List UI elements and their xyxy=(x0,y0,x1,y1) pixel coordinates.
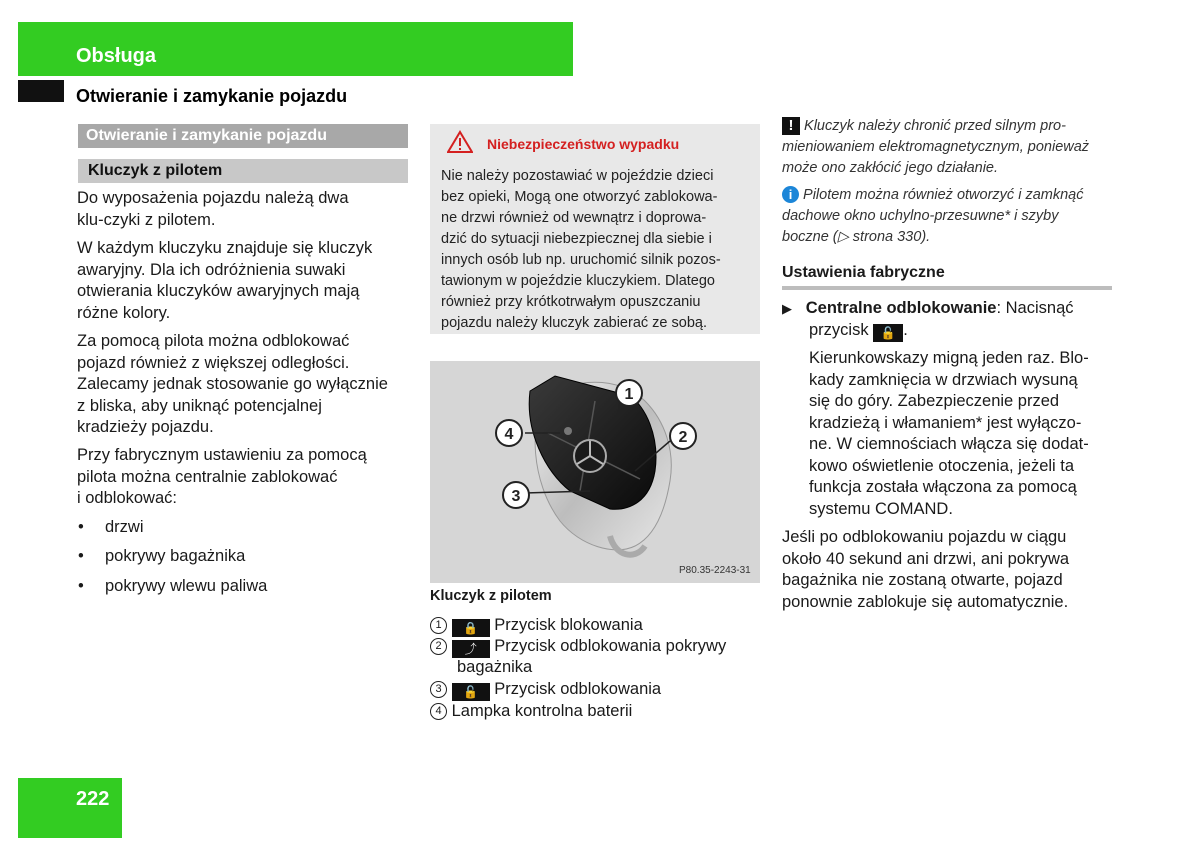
callout-number: 3 xyxy=(430,681,447,698)
paragraph-indicators xyxy=(809,348,1114,520)
bullet-icon: • xyxy=(78,518,84,536)
legend-text: Przycisk odblokowania pokrywy xyxy=(494,637,727,655)
text-line: pojazd również z większej odległości. xyxy=(77,353,350,372)
text-line: tawionym w pojeździe kluczykiem. Dlatego xyxy=(441,273,715,289)
text-line: około 40 sekund ani drzwi, ani pokrywa xyxy=(782,549,1070,568)
heading-rule xyxy=(782,286,1112,290)
text-line: dzić do sytuacji niebezpiecznej dla siebie i xyxy=(441,231,712,247)
text-line: klu-czyki z pilotem. xyxy=(77,210,216,229)
warning-triangle-icon xyxy=(447,130,473,154)
text-line: otwierania kluczyków awaryjnych mają xyxy=(77,282,360,300)
callout-3 xyxy=(503,482,529,508)
text-line: innych osób lub np. uruchomić silnik pozos- xyxy=(441,252,721,268)
list-item-text: pokrywy bagażnika xyxy=(105,547,246,565)
text-line: mieniowaniem elektromagnetycznym, ponieważ xyxy=(782,139,1090,155)
unlock-icon: 🔓 xyxy=(873,324,903,342)
warning-title: Niebezpieczeństwo wypadku xyxy=(487,136,680,152)
text-line: kradzieży pojazdu. xyxy=(77,418,214,436)
warning-text xyxy=(441,166,753,334)
header-tab-marker xyxy=(18,80,64,102)
text-line: i odblokować: xyxy=(77,489,177,507)
step-title: Centralne odblokowanie xyxy=(805,299,997,317)
text-line: Przy fabrycznym ustawieniu za pomocą xyxy=(77,446,367,464)
step-text: : Nacisnąć xyxy=(996,299,1074,317)
svg-text:4: 4 xyxy=(504,426,514,443)
text-line: awaryjny. Dla ich odróżnienia suwaki xyxy=(77,260,346,279)
text-line: Nie należy pozostawiać w pojeździe dzieci xyxy=(441,168,714,184)
text-line: różne kolory. xyxy=(77,303,171,322)
text-line: kradzieżą i włamaniem* jest wyłączo- xyxy=(809,413,1082,432)
text-line: Jeśli po odblokowaniu pojazdu w ciągu xyxy=(782,528,1067,546)
text-line: systemu COMAND. xyxy=(809,499,953,518)
paragraph-emergency-key xyxy=(77,238,407,324)
callout-number: 2 xyxy=(430,638,447,655)
text-line: dachowe okno uchylno-przesuwne* i szyby xyxy=(782,208,1059,224)
list-item xyxy=(78,576,378,598)
instruction-step xyxy=(782,298,1112,342)
text-line: może ono zakłócić jego działanie. xyxy=(782,160,999,176)
info-icon: i xyxy=(782,186,799,203)
text-line: Za pomocą pilota można odblokować xyxy=(77,332,350,350)
text-line: ne drzwi również od wewnątrz i doprowa- xyxy=(441,210,707,226)
text-line: Kluczyk należy chronić przed silnym pro- xyxy=(804,118,1066,134)
list-item xyxy=(78,517,378,539)
step-text: . xyxy=(903,320,908,339)
text-line: ne. W ciemnościach włącza się dodat- xyxy=(809,435,1089,453)
callout-1 xyxy=(616,380,642,406)
heading-bar-key: Kluczyk z pilotem xyxy=(78,159,408,183)
list-item-text: pokrywy wlewu paliwa xyxy=(105,577,268,595)
list-item-text: drzwi xyxy=(105,518,144,536)
bullet-icon: • xyxy=(78,577,84,595)
legend-item xyxy=(430,679,760,701)
text-line: kowo oświetlenie otoczenia, jeżeli ta xyxy=(809,456,1075,475)
key-figure xyxy=(430,361,760,583)
legend-item-continuation xyxy=(457,657,757,678)
text-line: Do wyposażenia pojazdu należą dwa xyxy=(77,189,349,207)
text-line: pojazdu należy kluczyk zabierać ze sobą. xyxy=(441,315,707,331)
legend-text: Lampka kontrolna baterii xyxy=(451,702,633,720)
lock-icon: 🔒 xyxy=(452,619,490,637)
text-line: ponownie zablokuje się automatycznie. xyxy=(782,592,1069,611)
svg-text:2: 2 xyxy=(678,429,688,446)
text-line: pilota można centralnie zablokować xyxy=(77,467,338,486)
legend-item xyxy=(430,615,760,637)
legend-item xyxy=(430,636,760,658)
text-line: funkcja została włączona za pomocą xyxy=(809,478,1077,496)
legend-item xyxy=(430,701,760,722)
step-arrow-icon: ▶ xyxy=(782,301,792,316)
paragraph-keys xyxy=(77,188,407,231)
legend-text: Przycisk blokowania xyxy=(494,616,643,634)
page-number: 222 xyxy=(76,788,110,810)
remote-key-illustration xyxy=(430,361,760,583)
step-text: przycisk xyxy=(809,320,869,339)
text-line: Kierunkowskazy migną jeden raz. Blo- xyxy=(809,349,1089,367)
note-caution xyxy=(782,116,1112,179)
text-line: się do góry. Zabezpieczenie przed xyxy=(809,392,1060,410)
paragraph-auto-relock xyxy=(782,527,1122,613)
callout-2 xyxy=(670,423,696,449)
text-line: bez opieki, Mogą one otworzyć zablokowa- xyxy=(441,189,718,205)
svg-text:1: 1 xyxy=(624,386,634,403)
paragraph-factory-setting xyxy=(77,445,407,510)
text-line: również przy krótkotrwałym opuszczaniu xyxy=(441,294,701,310)
trunk-icon: ⤴ xyxy=(452,640,490,658)
text-line: z bliska, aby uniknąć potencjalnej xyxy=(77,396,322,415)
callout-4 xyxy=(496,420,522,446)
factory-settings-heading: Ustawienia fabryczne xyxy=(782,264,945,281)
text-line: kady zamknięcia w drzwiach wysuną xyxy=(809,370,1078,389)
legend-text: bagażnika xyxy=(457,658,533,676)
section-title: Obsługa xyxy=(76,45,157,67)
heading-bar-main: Otwieranie i zamykanie pojazdu xyxy=(78,124,408,148)
paragraph-remote-range xyxy=(77,331,407,439)
text-line: bagażnika nie zostaną otwarte, pojazd xyxy=(782,571,1063,589)
svg-text:3: 3 xyxy=(511,488,521,505)
callout-number: 4 xyxy=(430,703,447,720)
figure-code: P80.35-2243-31 xyxy=(679,565,751,576)
page-subtitle: Otwieranie i zamykanie pojazdu xyxy=(76,86,348,106)
exclamation-icon: ! xyxy=(782,117,800,135)
bullet-icon: • xyxy=(78,547,84,565)
text-line: Zalecamy jednak stosowanie go wyłącznie xyxy=(77,375,388,393)
note-info xyxy=(782,185,1112,248)
callout-number: 1 xyxy=(430,617,447,634)
legend-text: Przycisk odblokowania xyxy=(494,680,662,698)
list-item xyxy=(78,546,378,568)
text-line: boczne (▷ strona 330). xyxy=(782,229,931,245)
text-line: W każdym kluczyku znajduje się kluczyk xyxy=(77,239,373,257)
text-line: Pilotem można również otworzyć i zamknąć xyxy=(803,187,1084,203)
unlock-icon: 🔓 xyxy=(452,683,490,701)
figure-caption: Kluczyk z pilotem xyxy=(430,588,552,604)
